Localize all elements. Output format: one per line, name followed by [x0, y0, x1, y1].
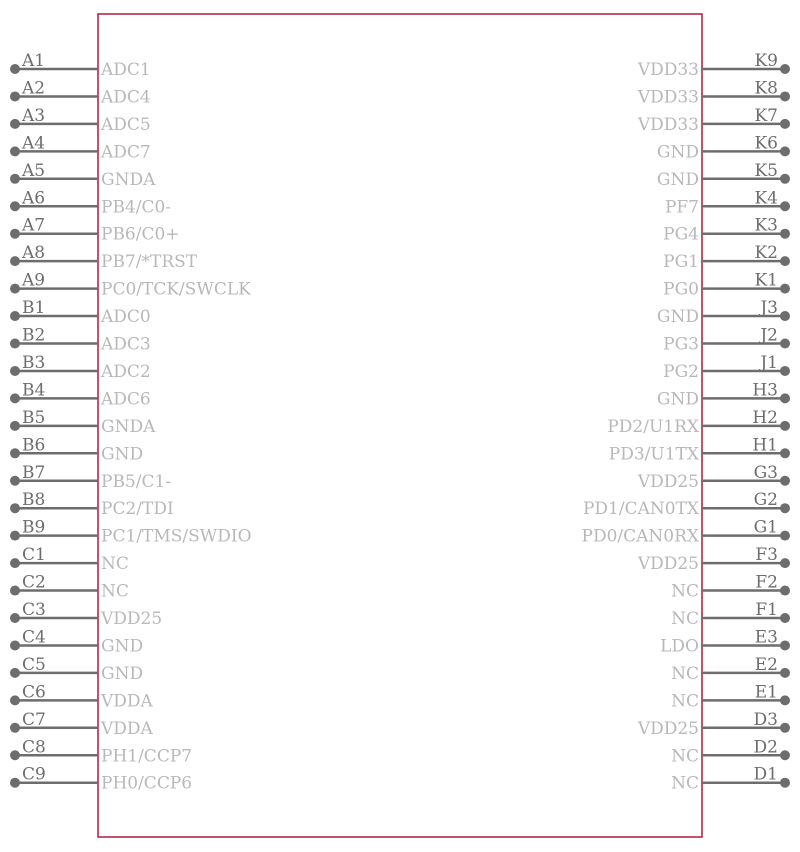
left-pin-C8: [10, 737, 192, 766]
right-pin-K7: [637, 106, 790, 135]
pin-terminal-dot: [10, 531, 20, 541]
pin-terminal-dot: [10, 586, 20, 596]
pin-number: F3: [755, 545, 778, 566]
pin-terminal-dot: [780, 339, 790, 349]
right-pin-D2: [671, 737, 790, 766]
pin-number: F2: [755, 572, 778, 593]
pin-number: A3: [22, 105, 46, 126]
right-pin-G2: [583, 490, 790, 519]
left-pin-C4: [10, 627, 143, 656]
pin-terminal-dot: [780, 558, 790, 568]
left-pin-A9: [10, 271, 251, 300]
pin-number: B8: [22, 490, 46, 511]
pin-terminal-dot: [780, 448, 790, 458]
pin-name-label: GNDA: [101, 169, 156, 190]
pin-terminal-dot: [780, 476, 790, 486]
pin-number: B3: [22, 352, 46, 373]
pin-name-label: NC: [671, 746, 699, 767]
pin-name-label: PG3: [663, 334, 699, 355]
pin-number: B4: [22, 380, 46, 401]
pin-number: J3: [760, 298, 778, 319]
pin-name-label: ADC5: [101, 114, 151, 135]
left-pin-A8: [10, 243, 198, 272]
right-pin-K3: [663, 216, 790, 245]
pin-name-label: ADC6: [101, 389, 151, 410]
pin-terminal-dot: [780, 174, 790, 184]
left-pin-A1: [10, 51, 151, 80]
right-pin-J2: [663, 326, 790, 355]
pin-name-label: VDD25: [637, 471, 699, 492]
left-pin-C1: [10, 545, 129, 574]
pin-terminal-dot: [10, 778, 20, 788]
pin-name-label: VDD25: [637, 554, 699, 575]
pin-name-label: NC: [101, 581, 129, 602]
pin-name-label: GND: [101, 636, 144, 657]
pin-name-label: PF7: [664, 197, 699, 218]
right-pin-E2: [671, 655, 790, 684]
left-pin-A5: [10, 161, 156, 190]
pin-name-label: PC2/TDI: [101, 499, 174, 520]
pin-name-label: NC: [671, 773, 699, 794]
right-pin-F2: [671, 573, 790, 602]
pin-terminal-dot: [10, 558, 20, 568]
pin-name-label: NC: [671, 691, 699, 712]
left-pin-C7: [10, 710, 154, 739]
pin-terminal-dot: [10, 146, 20, 156]
right-pin-G3: [637, 463, 790, 492]
right-pin-K1: [663, 271, 790, 300]
pin-number: H2: [752, 407, 778, 428]
right-pin-G1: [582, 518, 791, 547]
pin-number: B7: [22, 462, 46, 483]
pin-number: C5: [22, 654, 46, 675]
left-pin-A6: [10, 188, 171, 217]
right-pin-K4: [665, 188, 790, 217]
pin-terminal-dot: [10, 503, 20, 513]
left-pin-C3: [10, 600, 162, 629]
pin-name-label: GND: [656, 142, 699, 163]
pin-terminal-dot: [780, 503, 790, 513]
left-pin-C2: [10, 573, 129, 602]
right-pin-E3: [660, 627, 790, 656]
pin-name-label: VDDA: [101, 691, 153, 712]
pin-name-label: PB4/C0-: [101, 197, 172, 218]
pin-number: F1: [755, 600, 778, 620]
pin-name-label: GND: [656, 307, 699, 328]
pin-number: C7: [22, 709, 46, 730]
pin-number: G2: [753, 490, 778, 511]
pin-terminal-dot: [780, 311, 790, 321]
pin-name-label: PG0: [663, 279, 699, 300]
left-pin-A4: [10, 133, 151, 162]
pin-name-label: ADC2: [101, 361, 151, 382]
pin-number: B5: [22, 407, 46, 428]
right-pin-H2: [607, 408, 790, 437]
pin-terminal-dot: [10, 284, 20, 294]
pin-terminal-dot: [780, 695, 790, 705]
pin-number: C9: [22, 764, 46, 785]
pin-number: G3: [753, 462, 778, 483]
pin-terminal-dot: [10, 476, 20, 486]
pin-name-label: PB7/*TRST: [101, 252, 198, 273]
pin-name-label: VDD33: [637, 87, 699, 108]
pin-terminal-dot: [780, 366, 790, 376]
pin-name-label: VDD33: [637, 114, 699, 135]
pin-name-label: GND: [656, 169, 699, 190]
pin-terminal-dot: [780, 393, 790, 403]
pin-number: A7: [22, 215, 46, 236]
pin-name-label: VDDA: [101, 718, 153, 739]
pin-number: A4: [22, 133, 46, 154]
left-pin-C9: [10, 765, 192, 794]
pin-number: K5: [754, 160, 778, 181]
pin-name-label: NC: [101, 554, 129, 575]
pin-number: H3: [752, 380, 778, 401]
left-pin-B1: [10, 298, 151, 327]
pin-name-label: LDO: [660, 636, 699, 657]
right-pin-H3: [657, 380, 790, 409]
pin-number: K1: [754, 270, 778, 291]
left-pin-B3: [10, 353, 151, 382]
pin-number: A1: [22, 51, 46, 71]
left-pin-A3: [10, 106, 151, 135]
pin-number: C1: [22, 545, 46, 566]
pin-terminal-dot: [780, 640, 790, 650]
pin-number: J1: [760, 352, 778, 373]
pin-number: D1: [753, 764, 778, 785]
pin-terminal-dot: [10, 448, 20, 458]
pin-terminal-dot: [10, 613, 20, 623]
pin-number: K8: [754, 78, 778, 99]
pin-name-label: PD1/CAN0TX: [582, 499, 699, 520]
pin-number: E1: [754, 682, 778, 703]
pin-number: K3: [754, 215, 778, 236]
right-pin-F3: [637, 545, 790, 574]
pin-terminal-dot: [780, 531, 790, 541]
pin-number: B9: [22, 517, 46, 538]
pin-name-label: NC: [671, 609, 699, 629]
pin-terminal-dot: [10, 750, 20, 760]
right-pin-group: [582, 51, 791, 794]
left-pin-B2: [10, 326, 151, 355]
left-pin-B7: [10, 463, 171, 492]
pin-number: E2: [754, 654, 778, 675]
left-pin-B6: [10, 435, 143, 464]
pin-terminal-dot: [10, 91, 20, 101]
pin-name-label: VDD25: [637, 718, 699, 739]
pin-terminal-dot: [10, 256, 20, 266]
pin-number: E3: [754, 627, 778, 648]
pin-terminal-dot: [10, 339, 20, 349]
right-pin-J3: [657, 298, 790, 327]
pin-terminal-dot: [780, 64, 790, 74]
pin-name-label: VDD25: [101, 609, 163, 629]
right-pin-J1: [663, 353, 790, 382]
pin-number: A5: [22, 160, 46, 181]
pin-terminal-dot: [10, 174, 20, 184]
pin-terminal-dot: [780, 668, 790, 678]
pin-number: K6: [754, 133, 778, 154]
pin-name-label: VDD33: [637, 60, 699, 80]
pin-terminal-dot: [10, 640, 20, 650]
right-pin-E1: [671, 682, 790, 711]
pin-name-label: PH0/CCP6: [101, 773, 193, 794]
right-pin-K5: [657, 161, 790, 190]
pin-terminal-dot: [780, 256, 790, 266]
right-pin-F1: [671, 600, 790, 629]
pin-terminal-dot: [780, 91, 790, 101]
pin-name-label: GND: [101, 663, 144, 684]
pin-terminal-dot: [10, 723, 20, 733]
pin-name-label: GND: [101, 444, 144, 465]
pin-number: D2: [753, 737, 778, 758]
pin-number: C4: [22, 627, 46, 648]
pin-name-label: ADC4: [101, 87, 151, 108]
pin-number: J2: [760, 325, 778, 346]
pin-terminal-dot: [780, 613, 790, 623]
right-pin-H1: [609, 435, 790, 464]
right-pin-K2: [663, 243, 790, 272]
pin-name-label: GNDA: [101, 416, 156, 437]
pin-terminal-dot: [780, 421, 790, 431]
pin-number: A8: [22, 243, 46, 264]
pin-number: K4: [754, 188, 778, 209]
pin-name-label: ADC3: [101, 334, 151, 355]
pin-terminal-dot: [10, 668, 20, 678]
pin-number: C8: [22, 737, 46, 758]
pin-number: K9: [754, 51, 778, 71]
pin-name-label: PH1/CCP7: [101, 746, 193, 767]
pin-terminal-dot: [780, 284, 790, 294]
pin-number: C2: [22, 572, 46, 593]
pin-name-label: PC0/TCK/SWCLK: [101, 279, 251, 300]
pin-name-label: PC1/TMS/SWDIO: [101, 526, 252, 547]
right-pin-K9: [637, 51, 790, 80]
pin-name-label: ADC1: [101, 60, 151, 80]
pin-terminal-dot: [780, 119, 790, 129]
pin-name-label: PB5/C1-: [101, 471, 172, 492]
pin-name-label: PD0/CAN0RX: [581, 526, 699, 547]
pin-number: C6: [22, 682, 46, 703]
pin-terminal-dot: [10, 119, 20, 129]
left-pin-group: [10, 51, 252, 794]
pin-name-label: PG4: [663, 224, 699, 245]
pin-terminal-dot: [10, 64, 20, 74]
right-pin-K6: [657, 133, 790, 162]
left-pin-B4: [10, 380, 151, 409]
pin-name-label: GND: [656, 389, 699, 410]
pin-name-label: PG2: [663, 361, 699, 382]
pin-number: B2: [22, 325, 46, 346]
left-pin-B5: [10, 408, 156, 437]
pin-number: G1: [753, 517, 778, 538]
pin-number: D3: [753, 709, 778, 730]
pin-number: C3: [22, 600, 46, 620]
pin-name-label: NC: [671, 581, 699, 602]
pin-number: K2: [754, 243, 778, 264]
pin-terminal-dot: [10, 201, 20, 211]
pin-terminal-dot: [780, 201, 790, 211]
pin-number: A2: [22, 78, 46, 99]
pin-name-label: ADC7: [101, 142, 151, 163]
pin-name-label: ADC0: [101, 307, 151, 328]
left-pin-B9: [10, 518, 252, 547]
left-pin-A2: [10, 78, 151, 107]
pin-terminal-dot: [780, 229, 790, 239]
pin-number: B6: [22, 435, 46, 456]
pin-terminal-dot: [780, 586, 790, 596]
pin-terminal-dot: [10, 393, 20, 403]
pin-number: A9: [22, 270, 46, 291]
right-pin-D1: [671, 765, 790, 794]
pin-name-label: PB6/C0+: [101, 224, 180, 245]
pin-name-label: PD3/U1TX: [608, 444, 699, 465]
left-pin-C6: [10, 682, 154, 711]
pin-name-label: PG1: [663, 252, 699, 273]
left-pin-A7: [10, 216, 180, 245]
left-pin-B8: [10, 490, 174, 519]
pin-terminal-dot: [10, 366, 20, 376]
pin-number: H1: [752, 435, 778, 456]
pin-number: A6: [22, 188, 46, 209]
pin-terminal-dot: [10, 229, 20, 239]
pin-number: K7: [754, 105, 778, 126]
left-pin-C5: [10, 655, 143, 684]
pin-terminal-dot: [780, 723, 790, 733]
right-pin-D3: [637, 710, 790, 739]
pin-terminal-dot: [780, 778, 790, 788]
pin-name-label: PD2/U1RX: [607, 416, 699, 437]
pin-number: B1: [22, 298, 46, 319]
pin-terminal-dot: [780, 750, 790, 760]
pin-name-label: NC: [671, 663, 699, 684]
pin-terminal-dot: [10, 311, 20, 321]
pin-terminal-dot: [780, 146, 790, 156]
pin-terminal-dot: [10, 421, 20, 431]
right-pin-K8: [637, 78, 790, 107]
pin-terminal-dot: [10, 695, 20, 705]
